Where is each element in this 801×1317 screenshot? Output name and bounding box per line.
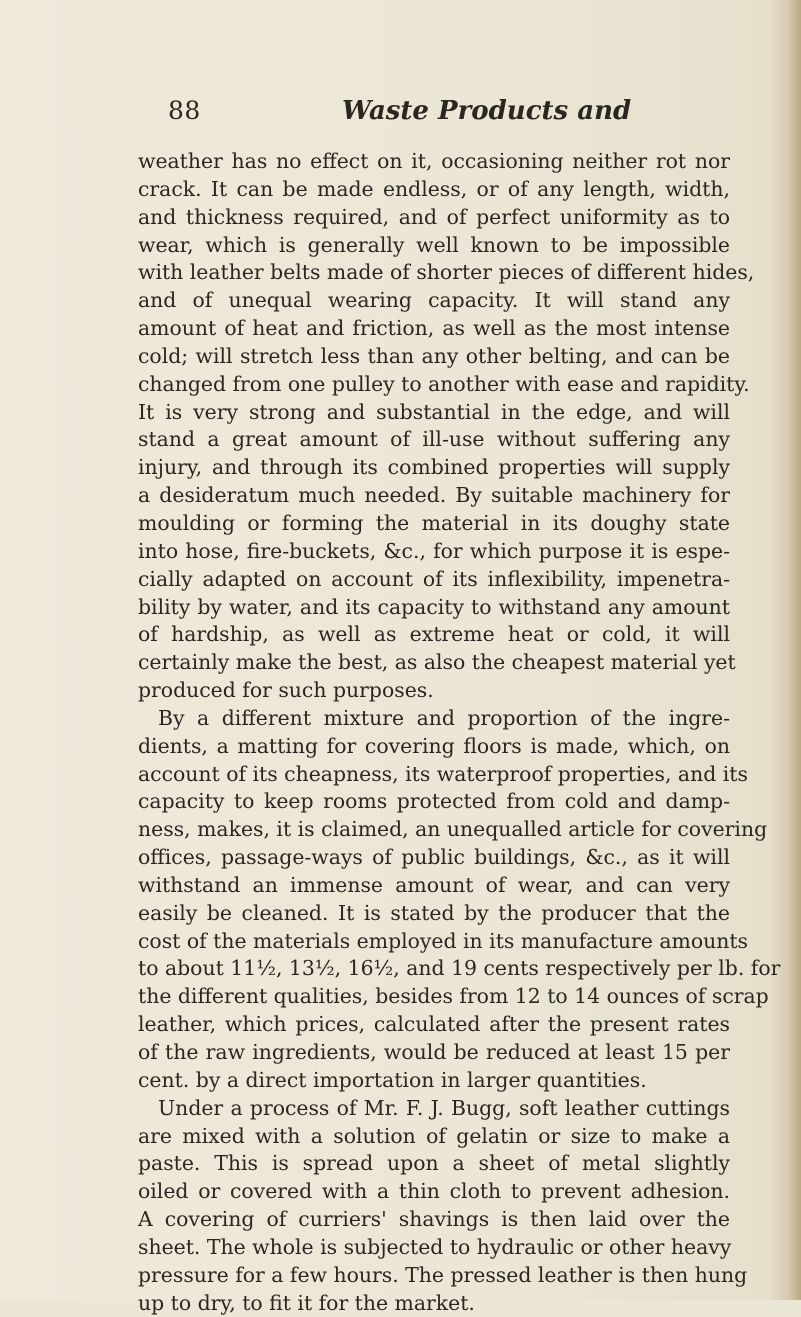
text-line: withstand an immense amount of wear, and can very (138, 872, 730, 897)
text-line: amount of heat and friction, as well as the most intense (138, 316, 730, 341)
text-line: crack. It can be made endless, or of any length, width, (138, 176, 730, 201)
text-line: account of its cheapness, its waterproof properties, and its (138, 761, 748, 786)
text-line: easily be cleaned. It is stated by the producer that the (138, 900, 730, 925)
text-line: pressure for a few hours. The pressed leather is then hung (138, 1262, 748, 1287)
text-line: cent. by a direct importation in larger quantities. (138, 1067, 647, 1092)
text-line: injury, and through its combined properties will supply (138, 455, 730, 480)
text-line: dients, a matting for covering floors is made, which, on (138, 733, 730, 758)
text-line: capacity to keep rooms protected from cold and damp- (138, 789, 730, 814)
page-number: 88 (168, 96, 201, 125)
text-line: weather has no effect on it, occasioning neither rot nor (138, 149, 730, 173)
text-line: ness, makes, it is claimed, an unequalled article for covering (138, 817, 768, 842)
text-line: the different qualities, besides from 12 to 14 ounces of scrap (138, 984, 769, 1009)
text-line: It is very strong and substantial in the edge, and will (138, 399, 730, 424)
text-line: of the raw ingredients, would be reduced at least 15 per (138, 1040, 730, 1064)
text-line: stand a great amount of ill-use without suffering any (138, 427, 730, 452)
text-line: a desideratum much needed. By suitable machinery for (138, 483, 730, 508)
text-line: of hardship, as well as extreme heat or cold, it will (138, 622, 730, 647)
text-line: and thickness required, and of perfect uniformity as to (138, 204, 730, 229)
text-line: are mixed with a solution of gelatin or size to make a (138, 1123, 730, 1148)
text-line: certainly make the best, as also the cheapest material yet (138, 650, 736, 675)
text-line: wear, which is generally well known to be impossible (138, 232, 730, 257)
text-line: bility by water, and its capacity to withstand any amount (138, 594, 730, 619)
text-line: Under a process of Mr. F. J. Bugg, soft leather cuttings (158, 1095, 730, 1120)
text-line: By a different mixture and proportion of the ingre- (158, 705, 730, 730)
text-line: cost of the materials employed in its manufacture amounts (138, 928, 749, 953)
text-line: and of unequal wearing capacity. It will stand any (138, 288, 730, 313)
text-line: with leather belts made of shorter pieces of different hides, (138, 260, 755, 285)
text-line: to about 11½, 13½, 16½, and 19 cents respectively per lb. for (138, 956, 781, 981)
text-line: sheet. The whole is subjected to hydraulic or other heavy (138, 1234, 732, 1259)
running-head: Waste Products and (342, 96, 632, 126)
text-line: into hose, fire-buckets, &c., for which purpose it is espe- (138, 538, 730, 563)
text-line: cially adapted on account of its inflexibility, impenetra- (138, 566, 730, 591)
text-line: up to dry, to fit it for the market. (138, 1290, 475, 1315)
text-line: A covering of curriers' shavings is then laid over the (138, 1207, 730, 1232)
text-line: produced for such purposes. (138, 678, 434, 703)
text-line: changed from one pulley to another with ease and rapidity. (138, 371, 750, 396)
text-line: leather, which prices, calculated after the present rates (138, 1012, 730, 1037)
text-line: moulding or forming the material in its doughy state (138, 510, 730, 535)
page-header (0, 96, 801, 136)
text-line: paste. This is spread upon a sheet of metal slightly (138, 1151, 730, 1176)
text-line: cold; will stretch less than any other belting, and can be (138, 343, 730, 368)
body-text (138, 148, 781, 1317)
text-line: oiled or covered with a thin cloth to prevent adhesion. (138, 1179, 730, 1204)
text-line: offices, passage-ways of public buildings, &c., as it will (138, 845, 730, 870)
page-edge (787, 0, 801, 1300)
